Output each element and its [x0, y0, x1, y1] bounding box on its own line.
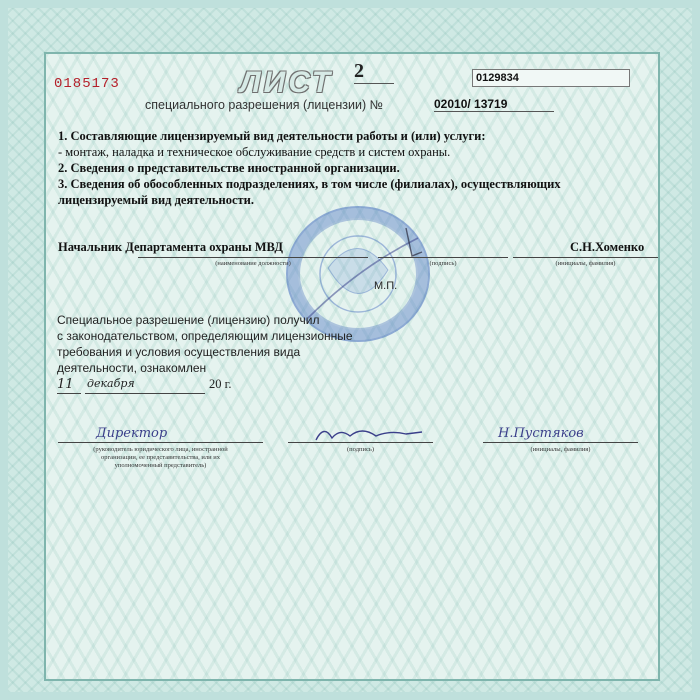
stamp-place-label: М.П. [374, 280, 398, 292]
recipient-caption-line-3: уполномоченный представитель) [114, 462, 207, 469]
license-number: 02010/ 13719 [434, 97, 554, 112]
date-month: декабря [87, 377, 135, 390]
recipient-signature-caption: (подпись) [347, 446, 374, 453]
acknowledgement-line-3: требования и условия осуществления вида [57, 345, 301, 359]
recipient-signature-line [288, 442, 433, 443]
date-day: 11 [57, 377, 74, 392]
recipient-caption-line-1: (руководитель юридического лица, иностранной [93, 446, 228, 453]
recipient-name-caption: (инициалы, фамилия) [530, 446, 591, 453]
acknowledgement-line-2: с законодательством, определяющим лицензионные [57, 329, 353, 343]
acknowledgement-line-4: деятельности, ознакомлен [57, 361, 207, 375]
position-line [138, 257, 368, 258]
recipient-name-line [483, 442, 638, 443]
date-month-line [85, 393, 205, 394]
official-name: С.Н.Хоменко [570, 240, 645, 254]
date-year: 20 г. [209, 377, 232, 391]
recipient-position-line [58, 442, 263, 443]
section-3-title-line2: лицензируемый вид деятельности. [58, 193, 255, 207]
recipient-signature-row [58, 422, 658, 482]
recipient-position-handwritten: Директор [96, 426, 168, 441]
section-3-title-line1: 3. Сведения об обособленных подразделениях, в том числе (филиалах), осуществляющих [58, 177, 561, 191]
position-caption: (наименование должности) [215, 260, 291, 267]
name-caption: (инициалы, фамилия) [555, 260, 616, 267]
official-signature-row [58, 240, 658, 268]
date-day-line [57, 393, 81, 394]
recipient-name-handwritten: Н.Пустяков [498, 426, 584, 441]
license-subtitle: специального разрешения (лицензии) № [145, 98, 383, 112]
section-1-text: - монтаж, наладка и техническое обслуживание средств и систем охраны. [58, 145, 451, 159]
license-sections [58, 128, 638, 208]
signature-caption: (подпись) [429, 260, 457, 267]
form-number-field: 0129834 [472, 69, 630, 87]
recipient-position-caption [58, 446, 263, 470]
signature-line [378, 257, 508, 258]
name-line [513, 257, 658, 258]
official-position: Начальник Департамента охраны МВД [58, 240, 283, 254]
section-1-title: 1. Составляющие лицензируемый вид деятельности работы и (или) услуги: [58, 129, 486, 143]
acknowledgement-date [57, 377, 297, 397]
page-title: ЛИСТ [240, 66, 334, 99]
sheet-number: 2 [354, 60, 394, 84]
section-2-title: 2. Сведения о представительстве иностранной организации. [58, 161, 400, 175]
serial-number: 0185173 [54, 76, 120, 92]
recipient-caption-line-2: организации, ее представительства, или их [101, 454, 220, 461]
acknowledgement-line-1: Специальное разрешение (лицензию) получил [57, 313, 320, 327]
acknowledgement-statement [57, 312, 377, 376]
